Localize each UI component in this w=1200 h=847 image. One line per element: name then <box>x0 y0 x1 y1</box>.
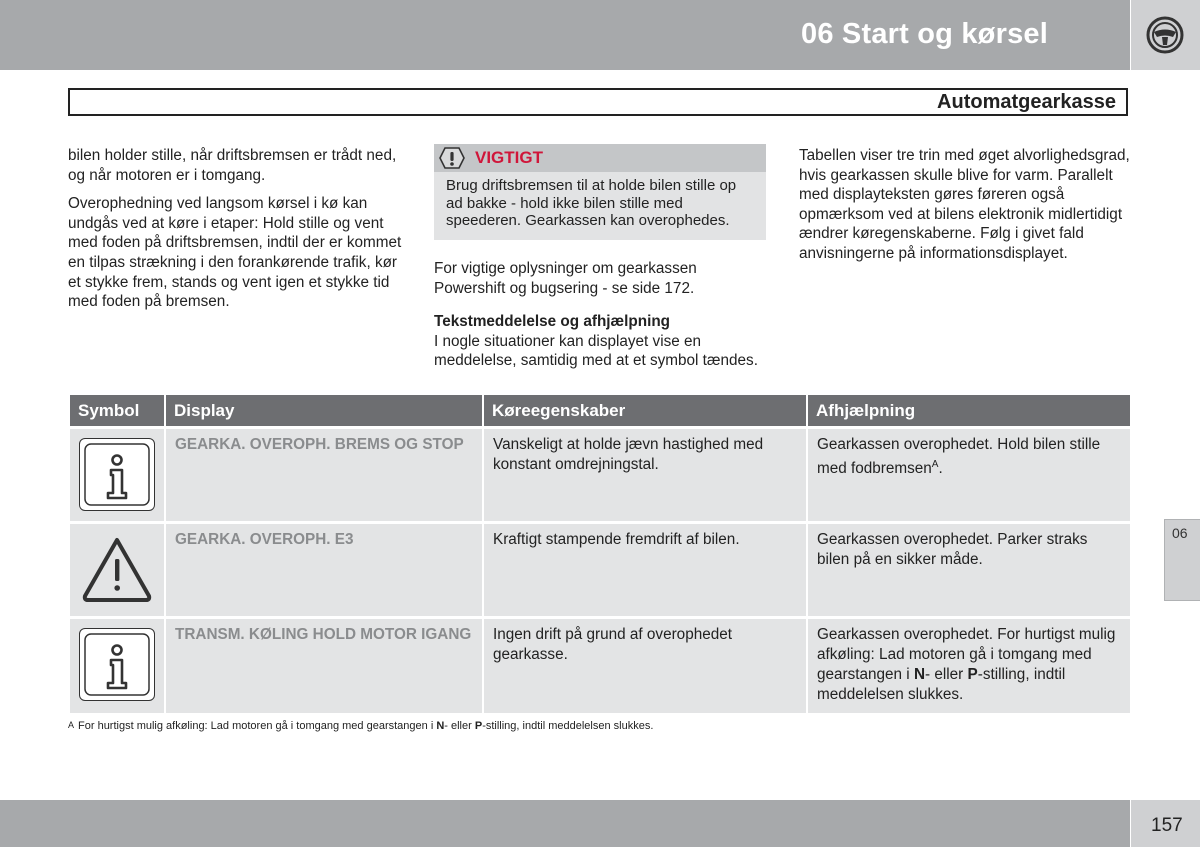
section-title: Automatgearkasse <box>937 91 1116 113</box>
warning-box <box>434 144 766 240</box>
footnote-text: -stilling, indtil meddelelsen slukkes. <box>482 720 654 732</box>
table-header-row <box>70 395 1130 428</box>
table-row <box>70 428 1130 523</box>
remedy: Gearkassen overophedet. Parker straks bilen på en sikker måde. <box>807 523 1130 618</box>
symbol-cell <box>70 618 165 713</box>
column-1 <box>68 146 403 321</box>
remedy-text-end: . <box>938 460 943 478</box>
chapter-title: 06 Start og kørsel <box>801 18 1048 50</box>
remedy-text: -stilling, indtil meddelelsen slukkes. <box>817 666 1066 703</box>
header-bar <box>0 0 1130 70</box>
table-row <box>70 523 1130 618</box>
gear-p: P <box>474 720 483 732</box>
column-header: Display <box>165 395 483 428</box>
page-number: 157 <box>1151 815 1183 836</box>
footnote-ref: A <box>931 459 939 470</box>
driving-property: Vanskeligt at holde jævn hastighed med konstant omdrejningstal. <box>483 428 807 523</box>
section-heading-bar <box>68 88 1128 116</box>
remedy-text: Gearkassen overophedet. For hurtigst mulig afkøling: Lad motoren gå i tomgang med gearstangen i <box>817 626 1116 683</box>
column-2 <box>434 259 769 380</box>
remedy <box>807 618 1130 713</box>
paragraph: Tabellen viser tre trin med øget alvorlighedsgrad, hvis gearkassen skulle blive for varm. Parallelt med displayteksten gøres føreren også opmærksom ved at bilens elektronik midlertidigt ændrer køregenskaberne. Følg i givet fald anvisningerne på informationsdisplayet. <box>799 147 1130 262</box>
column-header: Afhjælpning <box>807 395 1130 428</box>
column-header: Køreegenskaber <box>483 395 807 428</box>
footnote-text: - eller <box>444 720 475 732</box>
steering-wheel-icon <box>1145 15 1185 55</box>
display-text: GEARKA. OVEROPH. BREMS OG STOP <box>165 428 483 523</box>
paragraph: For vigtige oplysninger om gearkassen Powershift og bugsering - se side 172. <box>434 260 697 297</box>
gear-p: P <box>967 666 978 683</box>
subheading: Tekstmeddelelse og afhjælpning <box>434 313 671 331</box>
footnote <box>68 720 653 732</box>
side-tab-label: 06 <box>1172 525 1188 541</box>
symbol-cell <box>70 428 165 523</box>
warning-triangle-icon <box>70 524 165 619</box>
footnote-text: For hurtigst mulig afkøling: Lad motoren gå i tomgang med gearstangen i <box>78 720 437 732</box>
symbol-frame <box>79 438 155 511</box>
remedy <box>807 428 1130 523</box>
gear-n: N <box>913 666 926 683</box>
paragraph: I nogle situationer kan displayet vise en meddelelse, samtidig med at et symbol tændes. <box>434 332 758 370</box>
display-text: TRANSM. KØLING HOLD MOTOR IGANG <box>165 618 483 713</box>
paragraph: Overophedning ved langsom kørsel i kø kan undgås ved at køre i etaper: Hold stille og vent med foden på driftsbremsen, indtil der er kommet en tilpas strækning i den forankørende trafik, kør et stykke frem, stands og vent igen et stykke tid med foden på bremsen. <box>68 195 402 311</box>
footer-bar <box>0 800 1130 847</box>
chapter-icon-box <box>1131 0 1200 70</box>
remedy-text: Gearkassen overophedet. Hold bilen stille med fodbremsen <box>817 436 1101 478</box>
symbol-cell <box>70 523 165 618</box>
warning-header <box>434 144 766 172</box>
display-text: GEARKA. OVEROPH. E3 <box>165 523 483 618</box>
column-3 <box>799 146 1131 273</box>
warning-label: VIGTIGT <box>475 148 543 167</box>
exclamation-icon <box>438 146 466 170</box>
gear-n: N <box>436 720 445 732</box>
message-table <box>70 395 1130 713</box>
page-number-box <box>1131 800 1200 847</box>
footnote-mark: A <box>68 720 75 730</box>
info-icon <box>80 629 154 700</box>
driving-property: Kraftigt stampende fremdrift af bilen. <box>483 523 807 618</box>
paragraph: bilen holder stille, når driftsbremsen er trådt ned, og når motoren er i tomgang. <box>68 147 397 184</box>
table-row <box>70 618 1130 713</box>
driving-property: Ingen drift på grund af overophedet gearkasse. <box>483 618 807 713</box>
warning-text: Brug driftsbremsen til at holde bilen stille op ad bakke - hold ikke bilen stille med speederen. Gearkassen kan overophedes. <box>446 177 737 229</box>
column-header: Symbol <box>70 395 165 428</box>
info-icon <box>80 439 154 510</box>
symbol-frame <box>79 628 155 701</box>
remedy-text: - eller <box>925 666 968 683</box>
chapter-side-tab <box>1164 519 1200 601</box>
